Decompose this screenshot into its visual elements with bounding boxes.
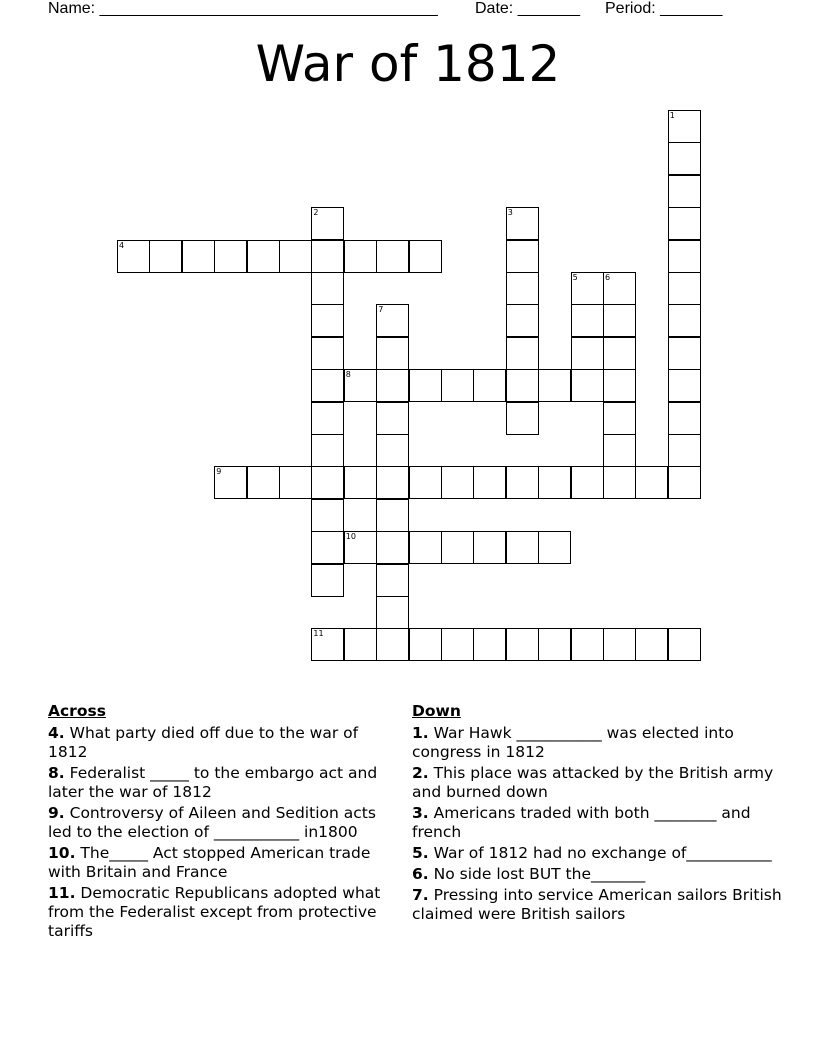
- crossword-cell[interactable]: [376, 531, 409, 564]
- clue-number: 1: [669, 111, 675, 120]
- clue-down-7: 7. Pressing into service American sailors British claimed were British sailors: [412, 886, 782, 923]
- crossword-cell[interactable]: [247, 466, 280, 499]
- name-field[interactable]: Name: ______________________________________: [48, 0, 438, 17]
- crossword-cell[interactable]: [214, 240, 247, 273]
- clue-down-3: 3. Americans traded with both ________ and french: [412, 804, 751, 841]
- clue-number: 7: [378, 305, 384, 315]
- crossword-cell[interactable]: [668, 304, 701, 337]
- crossword-cell[interactable]: [311, 369, 344, 402]
- crossword-cell[interactable]: [668, 272, 701, 305]
- crossword-cell[interactable]: [668, 628, 701, 661]
- crossword-cell[interactable]: [635, 628, 668, 661]
- crossword-cell[interactable]: [409, 240, 442, 273]
- clue-across-11: 11. Democratic Republicans adopted what from the Federalist except from protective tariffs: [48, 884, 381, 940]
- crossword-cell[interactable]: [376, 499, 409, 532]
- crossword-cell[interactable]: [668, 434, 701, 467]
- crossword-cell[interactable]: [117, 240, 150, 273]
- crossword-cell[interactable]: [376, 434, 409, 467]
- crossword-cell[interactable]: [376, 369, 409, 402]
- crossword-cell[interactable]: [668, 402, 701, 435]
- crossword-cell[interactable]: [473, 369, 506, 402]
- crossword-cell[interactable]: [603, 466, 636, 499]
- clue-across-4: 4. What party died off due to the war of 1812: [48, 724, 359, 761]
- crossword-cell[interactable]: [344, 369, 377, 402]
- crossword-cell[interactable]: [214, 466, 247, 499]
- crossword-cell[interactable]: [473, 628, 506, 661]
- crossword-cell[interactable]: [311, 434, 344, 467]
- crossword-cell[interactable]: [506, 337, 539, 370]
- crossword-cell[interactable]: [409, 628, 442, 661]
- crossword-cell[interactable]: [668, 240, 701, 273]
- crossword-cell[interactable]: [668, 369, 701, 402]
- clue-number: 8: [345, 370, 351, 380]
- crossword-cell[interactable]: [311, 207, 344, 240]
- crossword-cell[interactable]: [506, 628, 539, 661]
- clue-down-6: 6. No side lost BUT the_______: [412, 865, 646, 883]
- clue-down-5: 5. War of 1812 had no exchange of___________: [412, 844, 772, 862]
- crossword-cell[interactable]: [668, 175, 701, 208]
- crossword-cell[interactable]: [149, 240, 182, 273]
- crossword-cell[interactable]: [376, 402, 409, 435]
- crossword-cell[interactable]: [376, 337, 409, 370]
- crossword-cell[interactable]: [506, 531, 539, 564]
- clue-number: 6: [605, 273, 611, 282]
- across-clues: [48, 702, 393, 943]
- clue-number: 2: [313, 208, 319, 218]
- crossword-cell[interactable]: [311, 499, 344, 532]
- crossword-cell[interactable]: [441, 531, 474, 564]
- crossword-cell[interactable]: [311, 402, 344, 435]
- clue-number: 4: [119, 240, 125, 250]
- crossword-cell[interactable]: [311, 628, 344, 661]
- crossword-cell[interactable]: [311, 337, 344, 370]
- crossword-cell[interactable]: [506, 402, 539, 435]
- crossword-cell[interactable]: [311, 240, 344, 273]
- crossword-cell[interactable]: [538, 466, 571, 499]
- clue-number: 9: [216, 467, 222, 477]
- crossword-cell[interactable]: [571, 337, 604, 370]
- clue-across-8: 8. Federalist _____ to the embargo act and later the war of 1812: [48, 764, 378, 801]
- crossword-cell[interactable]: [344, 531, 377, 564]
- crossword-cell[interactable]: [603, 369, 636, 402]
- clue-across-9: 9. Controversy of Aileen and Sedition acts led to the election of ___________ in1800: [48, 804, 376, 841]
- crossword-cell[interactable]: [311, 272, 344, 305]
- crossword-cell[interactable]: [571, 628, 604, 661]
- crossword-cell[interactable]: [538, 369, 571, 402]
- crossword-cell[interactable]: [311, 466, 344, 499]
- crossword-cell[interactable]: [603, 304, 636, 337]
- crossword-cell[interactable]: [603, 434, 636, 467]
- crossword-cell[interactable]: [182, 240, 215, 273]
- period-field[interactable]: Period: _______: [605, 0, 723, 17]
- crossword-cell[interactable]: [603, 337, 636, 370]
- crossword-cell[interactable]: [538, 531, 571, 564]
- crossword-cell[interactable]: [538, 628, 571, 661]
- crossword-cell[interactable]: [311, 304, 344, 337]
- clue-down-2: 2. This place was attacked by the British army and burned down: [412, 764, 774, 801]
- crossword-cell[interactable]: [376, 304, 409, 337]
- clue-number: 3: [507, 208, 513, 218]
- crossword-cell[interactable]: [376, 596, 409, 629]
- clue-number: 5: [572, 273, 578, 282]
- crossword-cell[interactable]: [506, 240, 539, 273]
- crossword-cell[interactable]: [376, 564, 409, 597]
- crossword-cell[interactable]: [603, 402, 636, 435]
- crossword-cell[interactable]: [441, 466, 474, 499]
- crossword-cell[interactable]: [668, 337, 701, 370]
- clue-down-1: 1. War Hawk ___________ was elected into congress in 1812: [412, 724, 734, 761]
- crossword-cell[interactable]: [409, 531, 442, 564]
- page-title: War of 1812: [255, 35, 561, 93]
- crossword-cell[interactable]: [571, 466, 604, 499]
- crossword-cell[interactable]: [571, 272, 604, 305]
- crossword-cell[interactable]: [344, 628, 377, 661]
- crossword-cell[interactable]: [668, 110, 701, 143]
- crossword-cell[interactable]: [441, 628, 474, 661]
- crossword-cell[interactable]: [344, 240, 377, 273]
- crossword-cell[interactable]: [603, 272, 636, 305]
- clue-across-10: 10. The_____ Act stopped American trade with Britain and France: [48, 844, 371, 881]
- crossword-cell[interactable]: [279, 466, 312, 499]
- crossword-cell[interactable]: [668, 142, 701, 175]
- clue-number: 11: [313, 629, 324, 639]
- crossword-cell[interactable]: [311, 531, 344, 564]
- crossword-cell[interactable]: [376, 240, 409, 273]
- date-field[interactable]: Date: _______: [475, 0, 580, 17]
- crossword-cell[interactable]: [409, 369, 442, 402]
- crossword-cell[interactable]: [571, 304, 604, 337]
- crossword-cell[interactable]: [247, 240, 280, 273]
- down-clues: [412, 702, 782, 926]
- crossword-cell[interactable]: [571, 369, 604, 402]
- across-heading: Across: [48, 702, 106, 720]
- crossword-cell[interactable]: [376, 628, 409, 661]
- down-heading: Down: [412, 702, 461, 720]
- crossword-cell[interactable]: [635, 466, 668, 499]
- crossword-cell[interactable]: [668, 207, 701, 240]
- crossword-cell[interactable]: [506, 369, 539, 402]
- crossword-cell[interactable]: [506, 207, 539, 240]
- crossword-cell[interactable]: [603, 628, 636, 661]
- crossword-cell[interactable]: [409, 466, 442, 499]
- crossword-cell[interactable]: [279, 240, 312, 273]
- crossword-cell[interactable]: [668, 466, 701, 499]
- crossword-cell[interactable]: [473, 466, 506, 499]
- crossword-cell[interactable]: [311, 564, 344, 597]
- clue-number: 10: [345, 532, 356, 542]
- crossword-cell[interactable]: [506, 272, 539, 305]
- crossword-cell[interactable]: [344, 466, 377, 499]
- crossword-cell[interactable]: [506, 466, 539, 499]
- crossword-cell[interactable]: [376, 466, 409, 499]
- crossword-cell[interactable]: [473, 531, 506, 564]
- crossword-cell[interactable]: [506, 304, 539, 337]
- crossword-cell[interactable]: [441, 369, 474, 402]
